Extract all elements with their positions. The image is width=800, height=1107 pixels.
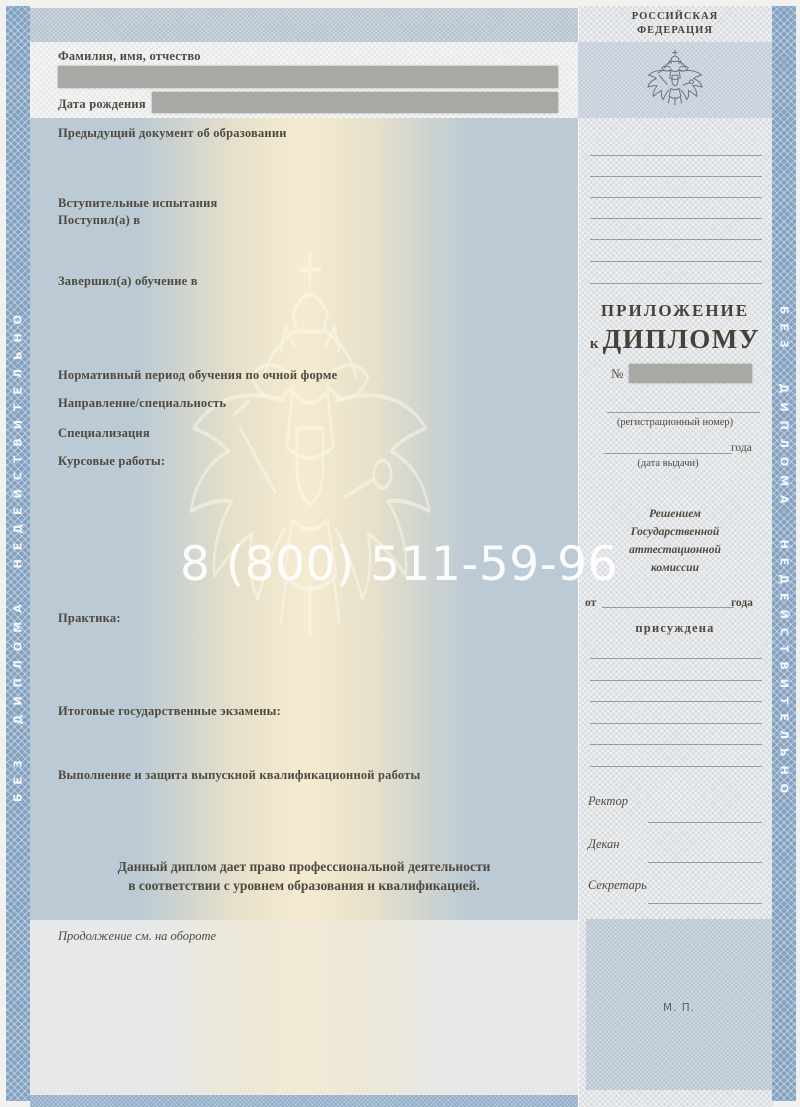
redacted-birth-date-value [152,92,558,113]
decision-year-word: года [731,597,753,609]
ruled-line [590,283,762,284]
phone-watermark: 8 (800) 511-59-96 [180,537,618,592]
completed-label: Завершил(а) обучение в [58,274,198,288]
coat-of-arms-icon [642,46,708,115]
fio-label: Фамилия, имя, отчество [58,49,201,63]
supplement-title-line2 [578,324,772,355]
top-border-strip [30,8,578,42]
security-band-left [6,6,30,1101]
commission-line3: аттестационной [629,544,721,556]
country-name-line2: ФЕДЕРАЦИЯ [637,25,713,36]
dean-label: Декан [588,837,620,851]
ruled-line [590,197,762,198]
ruled-line [590,723,762,724]
ruled-line [590,766,762,767]
decision-date-line [602,607,734,608]
title-prefix: к [589,336,599,352]
number-sign: № [611,366,624,381]
specialization-label: Специализация [58,426,150,440]
commission-line1: Решением [649,508,701,520]
awarded-label: присуждена [635,621,715,635]
registration-number-line [607,412,760,413]
issue-date-caption: (дата выдачи) [637,458,699,469]
issue-year-word: года [731,442,752,454]
bottom-section-background [30,920,578,1095]
commission-line4: комиссии [651,562,699,574]
ruled-line [590,680,762,681]
supplement-title-line1: ПРИЛОЖЕНИЕ [600,301,750,320]
ruled-line [590,744,762,745]
ruled-line [590,218,762,219]
watermark-coat-of-arms-icon [165,235,455,695]
thesis-label: Выполнение и защита выпускной квалификационной работы [58,768,421,782]
ruled-line [590,176,762,177]
security-band-left-text: БЕЗ ДИПЛОМА НЕДЕЙСТВИТЕЛЬНО [11,305,25,802]
security-band-right-text: БЕЗ ДИПЛОМА НЕДЕЙСТВИТЕЛЬНО [777,305,791,802]
previous-document-label: Предыдущий документ об образовании [58,126,287,140]
rights-note-line2: в соответствии с уровнем образования и квалификацией. [128,878,480,893]
ruled-line [590,155,762,156]
issue-date-line [604,453,732,454]
practice-label: Практика: [58,611,121,625]
country-name-line1: РОССИЙСКАЯ [631,11,719,22]
registration-caption: (регистрационный номер) [616,417,734,428]
ruled-line [590,701,762,702]
continuation-note: Продолжение см. на обороте [58,929,217,943]
from-word: от [585,597,597,609]
enrolled-label: Поступил(а) в [58,213,141,227]
dean-signature-line [648,862,762,863]
redacted-number-value [629,364,752,383]
bottom-border-strip [30,1095,578,1107]
rights-note-line1: Данный диплом дает право профессиональной деятельности [117,859,491,874]
birth-date-label: Дата рождения [58,97,146,111]
commission-line2: Государственной [630,526,720,538]
normative-period-label: Нормативный период обучения по очной форме [58,368,338,382]
coursework-label: Курсовые работы: [58,454,166,468]
ruled-line [590,261,762,262]
ruled-line [590,658,762,659]
ruled-line [590,239,762,240]
rector-signature-line [648,822,762,823]
secretary-signature-line [648,903,762,904]
specialty-label: Направление/специальность [58,396,227,410]
seal-place-label: М. П. [663,1002,695,1014]
rector-label: Ректор [588,794,628,808]
redacted-fio-value [58,66,558,88]
title-word-diploma: ДИПЛОМУ [602,324,761,354]
security-band-right [772,6,796,1101]
entrance-exams-label: Вступительные испытания [58,196,218,210]
secretary-label: Секретарь [588,878,647,892]
coat-of-arms-box [578,42,772,118]
state-exams-label: Итоговые государственные экзамены: [58,704,281,718]
